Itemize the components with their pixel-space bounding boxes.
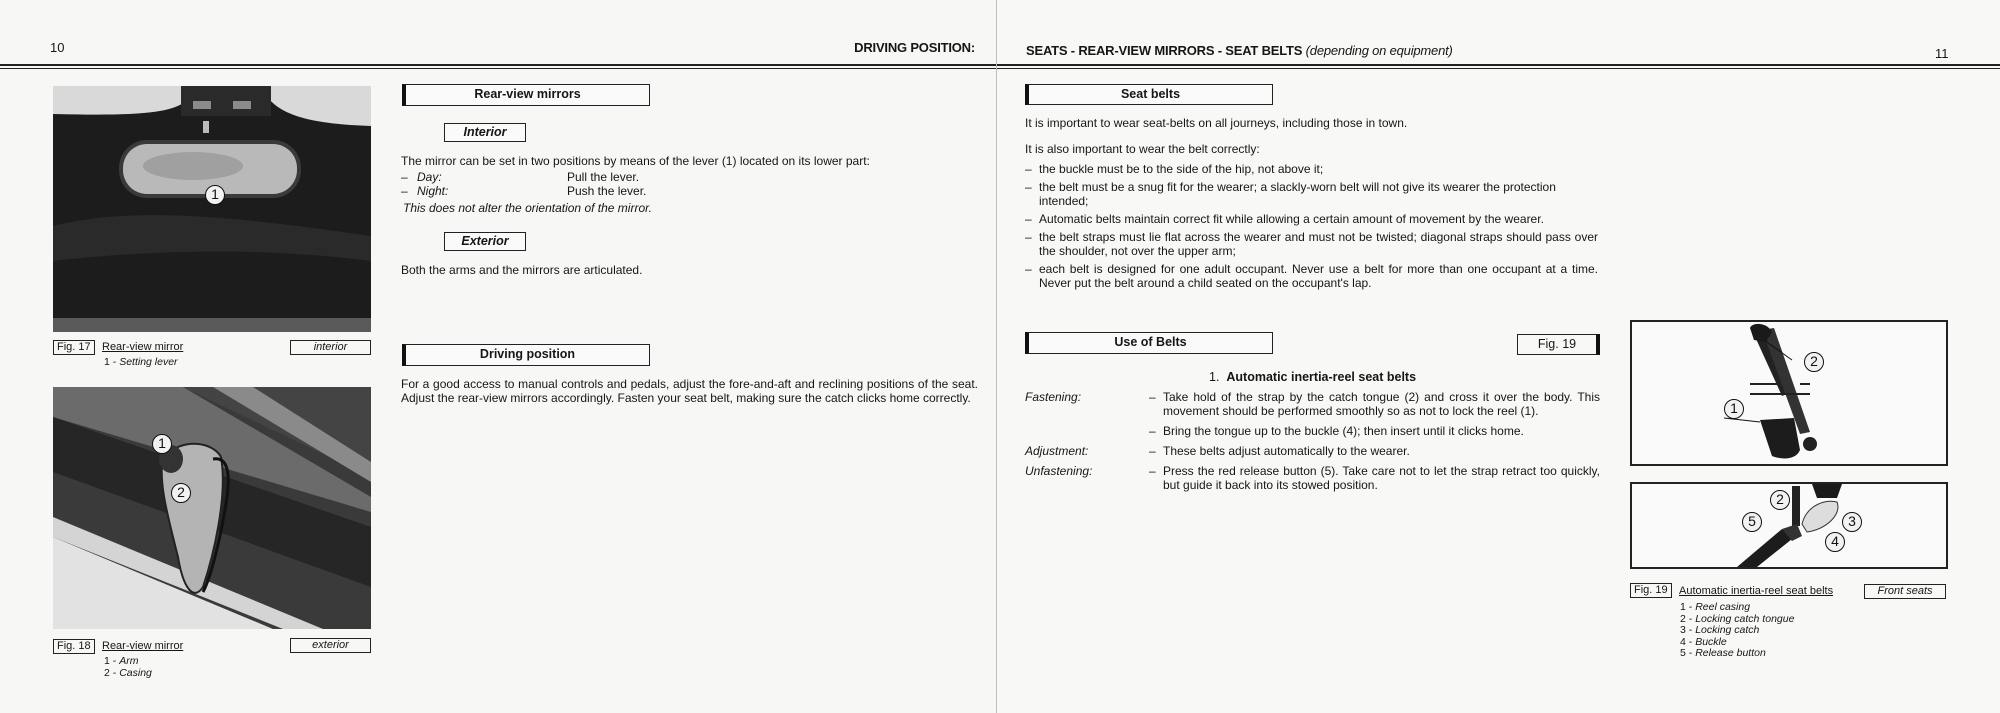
section-heading-seat-belts: Seat belts: [1025, 84, 1273, 105]
figure-19-drawing-reel: [1630, 320, 1948, 466]
fig-17-legend: [104, 357, 178, 369]
figure-17-photo: [53, 86, 371, 332]
fig-18-label: Fig. 18: [53, 639, 95, 654]
fig-17-tag: interior: [290, 340, 371, 355]
seat-belts-para-2: It is also important to wear the belt correctly:: [1025, 142, 1260, 156]
position-row: – Day: Pull the lever.: [401, 170, 640, 184]
section-heading-driving-position: Driving position: [402, 344, 650, 366]
left-page: [0, 0, 997, 713]
belt-instructions: [1025, 390, 1600, 492]
legend-item: 1 - Reel casing: [1680, 601, 1751, 613]
list-item: – Automatic belts maintain correct fit while allowing a certain amount of movement by the wearer.: [1025, 212, 1544, 226]
legend-item: 4 - Buckle: [1680, 635, 1727, 648]
header-rule: [997, 64, 2000, 69]
interior-intro: The mirror can be set in two positions by means of the lever (1) located on its lower part:: [401, 154, 870, 168]
page-header-title: SEATS - REAR-VIEW MIRRORS - SEAT BELTS (depending on equipment): [1026, 43, 1453, 58]
position-row: – Night: Push the lever.: [401, 184, 647, 198]
callout-2: 2: [1770, 490, 1790, 510]
legend-item: 2 - Casing: [104, 666, 152, 679]
instruction-row: Unfastening: – Press the red release button (5). Take care not to let the strap retract too quickly, but guide it back into its stowed position.: [1025, 464, 1600, 492]
callout-1: 1: [152, 434, 172, 454]
list-item: – the belt must be a snug fit for the wearer; a slackly-worn belt will not give its wearer the protection intended;: [1025, 180, 1556, 208]
seat-belt-rules-list: [1025, 162, 1598, 294]
list-item: – the belt straps must lie flat across the wearer and must not be twisted; diagonal straps should pass over the shoulder, not over the upper arm;: [1025, 230, 1598, 258]
callout-4: 4: [1825, 532, 1845, 552]
list-item: – each belt is designed for one adult occupant. Never use a belt for more than one occupant at a time. Never put the belt around a child seated on the occupant's lap.: [1025, 262, 1598, 290]
instruction-row: Fastening: – Take hold of the strap by the catch tongue (2) and cross it over the body. This movement should be performed smoothly so as not to lock the reel (1).: [1025, 390, 1600, 418]
fig-19-tag: Front seats: [1864, 584, 1946, 599]
interior-mirror-illustration: [53, 86, 371, 332]
callout-3: 3: [1842, 512, 1862, 532]
callout-5: 5: [1742, 512, 1762, 532]
legend-item: 1 - Arm: [104, 655, 139, 667]
fig-18-legend: [104, 656, 152, 679]
page-header-title: DRIVING POSITION:: [854, 40, 975, 55]
callout-2: 2: [1804, 352, 1824, 372]
subheading-interior: Interior: [444, 123, 526, 142]
fig-19-legend: [1680, 602, 1794, 660]
fig-18-tag: exterior: [290, 638, 371, 653]
fig-17-title: Rear-view mirror: [102, 341, 184, 353]
list-item: – the buckle must be to the side of the hip, not above it;: [1025, 162, 1324, 176]
callout-1: 1: [1724, 399, 1744, 419]
callout-2: 2: [171, 483, 191, 503]
header-rule: [0, 64, 997, 69]
interior-note: This does not alter the orientation of the mirror.: [403, 201, 653, 215]
right-page: [997, 0, 2000, 713]
callout-1: 1: [205, 185, 225, 205]
inertia-reel-belt-illustration: [1632, 322, 1946, 464]
section-heading-use-of-belts: Use of Belts: [1025, 332, 1273, 354]
exterior-text: Both the arms and the mirrors are articulated.: [401, 263, 643, 277]
legend-item: 3 - Locking catch: [1680, 624, 1760, 636]
page-header-subtitle: (depending on equipment): [1305, 43, 1453, 58]
section-heading-rear-view-mirrors: Rear-view mirrors: [402, 84, 650, 106]
legend-item: 5 - Release button: [1680, 647, 1766, 659]
fig-19-reference: Fig. 19: [1517, 334, 1600, 355]
figure-18-photo: [53, 387, 371, 629]
seat-belts-para-1: It is important to wear seat-belts on all journeys, including those in town.: [1025, 116, 1408, 130]
subheading-automatic-belts: 1. Automatic inertia-reel seat belts: [1209, 370, 1417, 384]
fig-17-label: Fig. 17: [53, 340, 95, 355]
mirror-positions: [401, 170, 801, 198]
figure-19-drawing-buckle: [1630, 482, 1948, 569]
exterior-mirror-illustration: [53, 387, 371, 629]
page-number: 11: [1935, 46, 1949, 61]
instruction-row: – Bring the tongue up to the buckle (4); then insert until it clicks home.: [1149, 424, 1524, 438]
fig-18-title: Rear-view mirror: [102, 640, 184, 652]
instruction-row: Adjustment: – These belts adjust automatically to the wearer.: [1025, 444, 1410, 458]
legend-item: 2 - Locking catch tongue: [1680, 612, 1795, 625]
fig-19-label: Fig. 19: [1630, 583, 1672, 598]
page-number: 10: [50, 40, 65, 55]
legend-item: 1 - Setting lever: [104, 356, 178, 368]
subheading-exterior: Exterior: [444, 232, 526, 251]
driving-position-text: For a good access to manual controls and pedals, adjust the fore-and-aft and reclining positions of the seat. Adjust the rear-view mirrors accordingly. Fasten your seat belt, making sure the catch clicks home correctly.: [401, 377, 978, 405]
fig-19-title: Automatic inertia-reel seat belts: [1679, 585, 1834, 597]
